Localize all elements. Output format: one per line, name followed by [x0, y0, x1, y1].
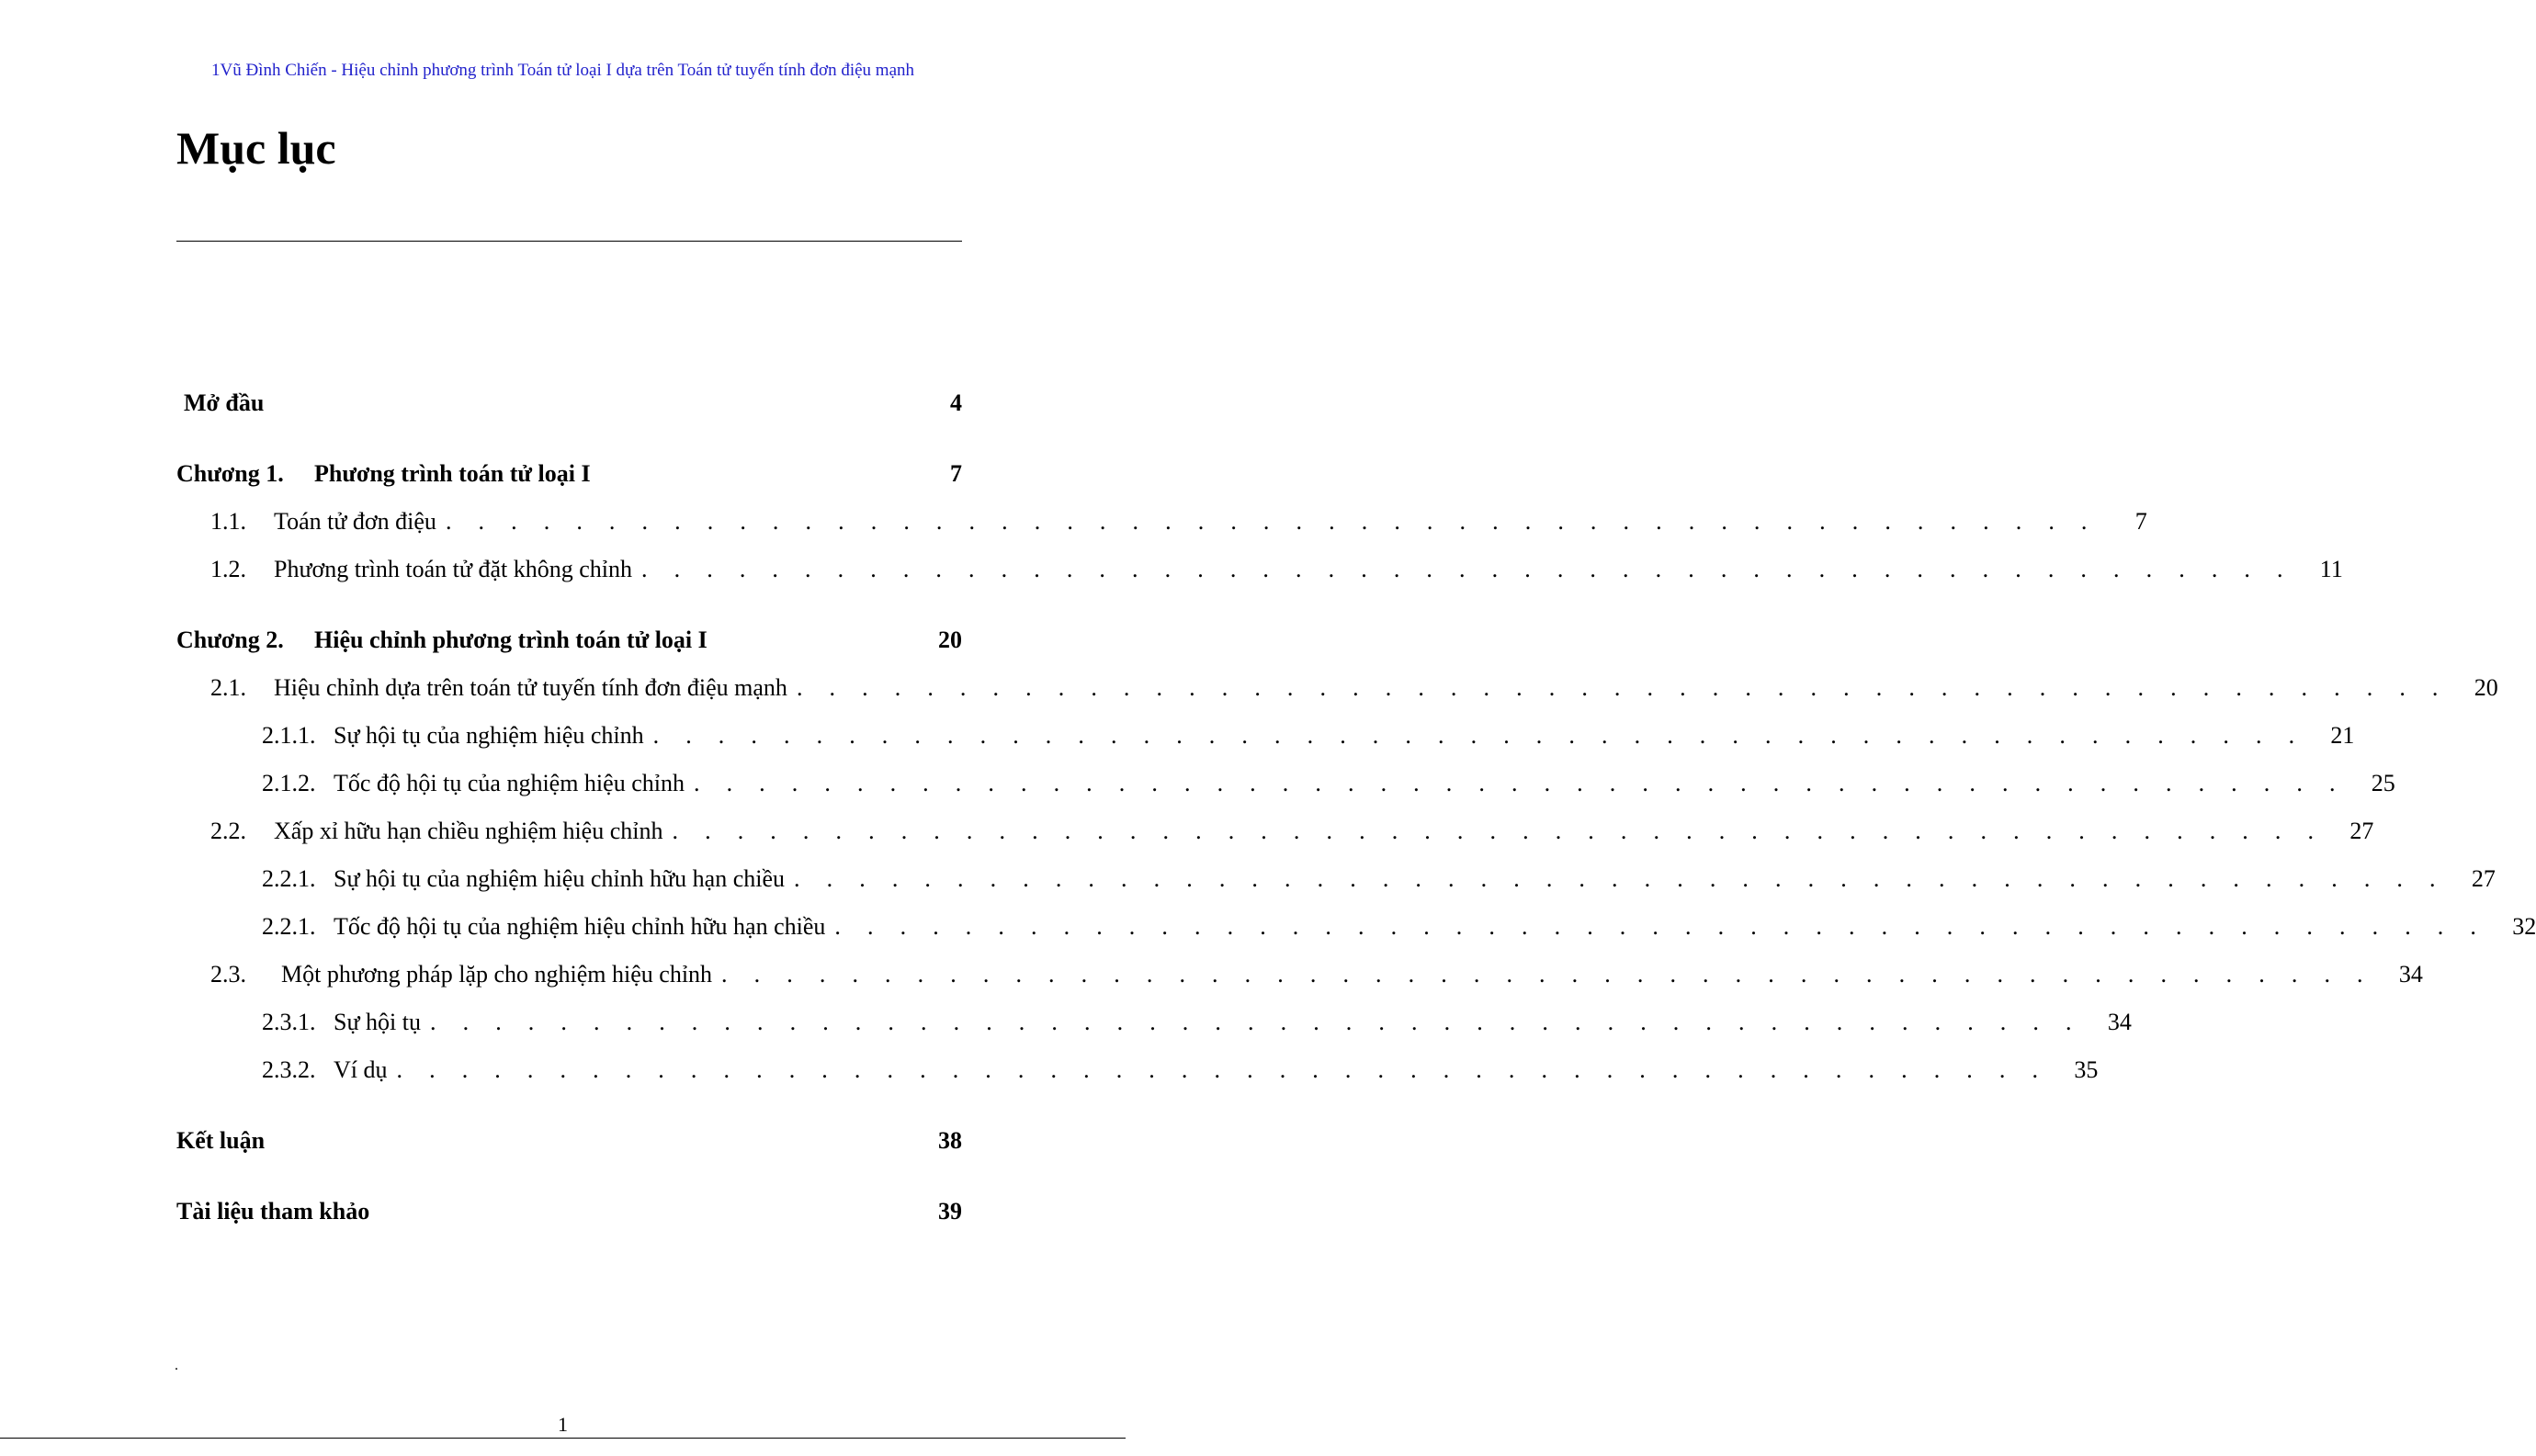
toc-page: 20 [938, 626, 962, 653]
toc-label: Xấp xỉ hữu hạn chiều nghiệm hiệu chỉnh [274, 818, 663, 844]
toc-entry-subsection[interactable] [262, 910, 2536, 943]
toc-label: Sự hội tụ của nghiệm hiệu chỉnh hữu hạn chiều [334, 865, 786, 892]
toc-entry-subsection[interactable] [262, 863, 2496, 896]
toc-entry-chapter-2[interactable] [176, 624, 962, 657]
dot-leader: . . . . . . . . . . . . . . . . . . . . . . . . . . . . . . . . . . . . . . . . . . . . . . . . . . . [652, 722, 2305, 749]
page-title: Mục lục [176, 122, 336, 174]
toc-number: 2.3. [210, 961, 246, 988]
toc-number: 2.1.2. [262, 770, 316, 796]
toc-entry-conclusion[interactable] [176, 1124, 962, 1157]
toc-entry-subsection[interactable] [262, 1006, 2132, 1039]
toc-label: Sự hội tụ [334, 1009, 421, 1035]
bottom-rule [0, 1438, 1126, 1439]
toc-page: 4 [950, 389, 962, 416]
toc-page: 11 [2319, 556, 2343, 582]
toc-entry-subsection[interactable] [262, 767, 2395, 800]
dot-leader: . . . . . . . . . . . . . . . . . . . . . . . . . . . . . . . . . . . . . . . . . . . . . . . . . . . [396, 1056, 2049, 1083]
running-header: 1Vũ Đình Chiến - Hiệu chỉnh phương trình Toán tử loại I dựa trên Toán tử tuyến tính đơn điệu mạnh [210, 61, 915, 80]
toc-number: 1.1. [210, 508, 246, 535]
toc-label: Toán tử đơn điệu [274, 508, 436, 535]
toc-entry-subsection[interactable] [262, 1054, 2099, 1087]
toc-page: 21 [2330, 722, 2355, 749]
toc-page: 32 [2512, 913, 2536, 940]
toc-page: 25 [2371, 770, 2395, 796]
toc-label: Tốc độ hội tụ của nghiệm hiệu chỉnh hữu hạn chiều [334, 913, 826, 940]
toc-number: Chương 1. [176, 460, 284, 487]
toc-page: 35 [2074, 1056, 2099, 1083]
toc-number: 2.3.1. [262, 1009, 316, 1035]
dot-leader: . . . . . . . . . . . . . . . . . . . . . . . . . . . . . . . . . . . . . . . . . . . . . . . . . . . [672, 818, 2325, 844]
toc-page: 27 [2349, 818, 2374, 844]
toc-page: 34 [2107, 1009, 2132, 1035]
toc-label: Kết luận [176, 1127, 266, 1154]
toc-page: 20 [2474, 674, 2498, 701]
toc-label: Phương trình toán tử đặt không chỉnh [274, 556, 633, 582]
dot-leader: . . . . . . . . . . . . . . . . . . . . . . . . . . . . . . . . . . . . . . . . . . . . . . . . . . . [693, 770, 2346, 796]
toc-number: 1.2. [210, 556, 246, 582]
toc-number: Chương 2. [176, 626, 284, 653]
dot-leader: . . . . . . . . . . . . . . . . . . . . . . . . . . . . . . . . . . . . . . . . . . . . . . . . . . . [834, 913, 2487, 940]
toc-label: Sự hội tụ của nghiệm hiệu chỉnh [334, 722, 644, 749]
toc-entry-intro[interactable] [184, 387, 962, 420]
toc-entry-subsection[interactable] [262, 719, 2355, 752]
toc-entry-section[interactable] [210, 672, 2498, 705]
toc-entry-references[interactable] [176, 1195, 962, 1228]
title-rule [176, 241, 962, 242]
toc-page: 38 [938, 1127, 962, 1154]
toc-page: 27 [2471, 865, 2496, 892]
toc-label: Hiệu chỉnh dựa trên toán tử tuyến tính đơn điệu mạnh [274, 674, 787, 701]
toc-number: 2.2.1. [262, 913, 316, 940]
footer-mark: . [175, 1358, 178, 1373]
toc-page: 39 [938, 1198, 962, 1225]
toc-label: Phương trình toán tử loại I [314, 460, 591, 487]
toc-number: 2.1.1. [262, 722, 316, 749]
toc-number: 2.1. [210, 674, 246, 701]
page-number: 1 [558, 1413, 568, 1436]
toc-number: 2.2.1. [262, 865, 316, 892]
toc-number: 2.3.2. [262, 1056, 316, 1083]
toc-entry-section[interactable] [210, 815, 2374, 848]
toc-entry-section[interactable] [210, 958, 2423, 991]
toc-number: 2.2. [210, 818, 246, 844]
dot-leader: . . . . . . . . . . . . . . . . . . . . . . . . . . . . . . . . . . . . . . . . . . . . . . . . . . . [641, 556, 2293, 582]
toc-label: Hiệu chỉnh phương trình toán tử loại I [314, 626, 708, 653]
toc-page: 7 [2134, 508, 2147, 535]
dot-leader: . . . . . . . . . . . . . . . . . . . . . . . . . . . . . . . . . . . . . . . . . . . . . . . . . . . [430, 1009, 2082, 1035]
dot-leader: . . . . . . . . . . . . . . . . . . . . . . . . . . . . . . . . . . . . . . . . . . . . . . . . . . . [445, 508, 2098, 535]
toc-entry-section[interactable] [210, 553, 2343, 586]
toc-label: Tốc độ hội tụ của nghiệm hiệu chỉnh [334, 770, 685, 796]
toc-entry-section[interactable] [210, 505, 2147, 538]
toc-label: Ví dụ [334, 1056, 388, 1083]
dot-leader: . . . . . . . . . . . . . . . . . . . . . . . . . . . . . . . . . . . . . . . . . . . . . . . . . . . [721, 961, 2373, 988]
toc-page: 34 [2398, 961, 2423, 988]
toc-page: 7 [950, 460, 962, 487]
dot-leader: . . . . . . . . . . . . . . . . . . . . . . . . . . . . . . . . . . . . . . . . . . . . . . . . . . . [796, 674, 2449, 701]
toc-label: Mở đầu [184, 389, 265, 416]
toc-label: Một phương pháp lặp cho nghiệm hiệu chỉnh [281, 961, 713, 988]
toc-label: Tài liệu tham khảo [176, 1198, 370, 1225]
dot-leader: . . . . . . . . . . . . . . . . . . . . . . . . . . . . . . . . . . . . . . . . . . . . . . . . . . . [794, 865, 2446, 892]
toc-entry-chapter-1[interactable] [176, 457, 962, 491]
